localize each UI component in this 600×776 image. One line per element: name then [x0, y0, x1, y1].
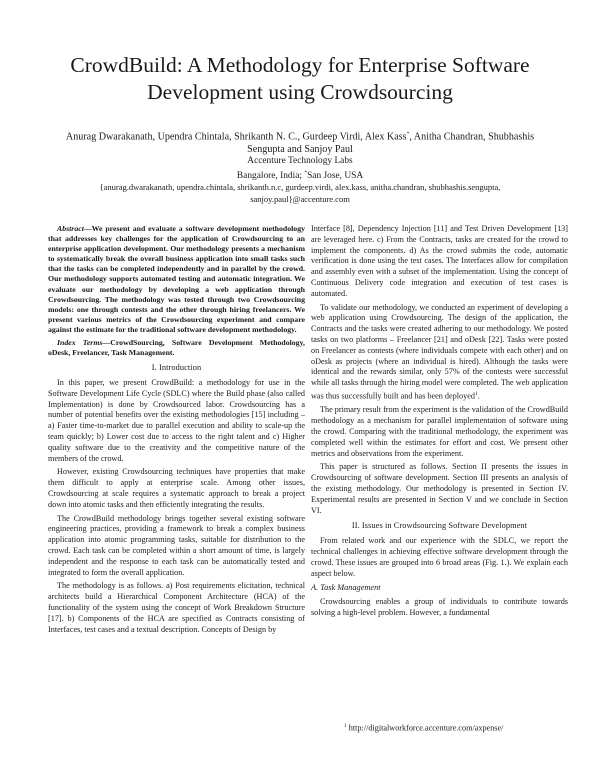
- authors-marker: *: [406, 131, 410, 137]
- right-paragraph-2-text: To validate our methodology, we conducted an experiment of developing a web application using Crowdsourcing. The design of the application, the Contracts and the tasks were created adhering to our methodology. We posted tasks on two platforms – Freelancer [21] and oDesk [22]. Tasks were posted on Freelancer as contests (where individuals compete with each other) and on oDesk as projects (where an individual is hired). Although the tasks were identical and the rewards similar, only 57% of the contests were successful while all tasks through the hiring model were completed. The web application was thus successfully built and has been deployed: [311, 302, 568, 401]
- index-text: CrowdSourcing, Software Development Methodology, oDesk, Freelancer, Task Management.: [48, 338, 305, 358]
- paper-title: CrowdBuild: A Methodology for Enterprise Software Development using Crowdsourcing: [70, 53, 530, 104]
- subsection-heading-task-management: A. Task Management: [311, 583, 381, 593]
- intro-paragraph-4: The methodology is as follows. a) Post requirements elicitation, technical architects build a Hierarchical Component Architecture (HCA) of the functionality of the system using the concept of Work Breakdown Structure [17]. b) Components of the HCA are specified as Contracts consisting of Interfaces, test cases and a textual description. Concepts of Design by: [48, 581, 305, 634]
- section-heading-issues: II. Issues in Crowdsourcing Software Development: [351, 521, 528, 531]
- location-marker: *: [304, 169, 308, 176]
- emails-line-2: sanjoy.paul}@accenture.com: [250, 193, 350, 204]
- right-paragraph-5: From related work and our experience with the SDLC, we report the technical challenges in achieving effective software development through the crowd. These issues are grouped into 6 broad areas (Fig. 1.). We explain each aspect below.: [311, 536, 568, 578]
- right-paragraph-2-end: .: [477, 391, 480, 401]
- location: Bangalore, India;: [236, 170, 305, 181]
- index-lead: Index Terms—: [57, 338, 111, 348]
- organization: Accenture Technology Labs: [247, 156, 353, 166]
- intro-paragraph-2: However, existing Crowdsourcing techniques have properties that make them difficult to apply at enterprise scale. Among other issues, Crowdsourcing at scale requires a systematic approach to break a project down into atomic tasks and then efficiently integrating the results.: [48, 467, 305, 509]
- right-column: [311, 224, 568, 622]
- author-list: [20, 128, 580, 156]
- abstract-lead: Abstract—: [57, 224, 92, 233]
- intro-paragraph-1: In this paper, we present CrowdBuild: a methodology for use in the Software Development Life Cycle (SDLC) where the Build phase (also called Implementation) is done by Crowdsourced labor. Crowdsourcing has a number of potential benefits over the existing methodologies [15] including – a) Faster time-to-market due to parallel execution and ability to scale-up the team quickly; b) Lower cost due to access to the right talent and c) Higher quality software due to the creativity and the competitive nature of the members of the crowd.: [48, 378, 305, 463]
- section-heading-introduction: I. Introduction: [151, 363, 202, 373]
- right-paragraph-3: The primary result from the experiment is the validation of the CrowdBuild methodology as a mechanism for parallel implementation of software using the crowd. Comparing with the traditional methodology, the experiment was completed well within the estimates for effort and cost. We present other metrics and observations from the experiment.: [311, 405, 568, 458]
- intro-paragraph-3: The CrowdBuild methodology brings together several existing software engineering practices, providing a framework to break a complex business application into atomic programming tasks, suitable for distribution to the crowd. Each task can be completed within a short amount of time, is largely independent and the response to each task can be automatically tested and integrated to form the overall application.: [48, 513, 305, 577]
- emails-line-1: {anurag.dwarakanath, upendra.chintala, shrikanth.n.c, gurdeep.virdi, alex.kass, anitha.chandran, shubhashis.sengupta,: [99, 182, 501, 193]
- authors-line-2: Sengupta and Sanjoy Paul: [247, 144, 353, 156]
- abstract: [48, 224, 305, 335]
- authors-line-1-tail: , Anitha Chandran, Shubhashis: [409, 131, 535, 143]
- right-paragraph-2: [311, 303, 568, 403]
- right-paragraph-1: Interface [8], Dependency Injection [11] and Test Driven Development [13] are leveraged here. c) From the Contracts, tasks are created for the crowd to implement the components. d) As the crowd submits the code, automatic verification is done using the test cases. The Interfaces allow for compilation and assembly even with a subset of the implementation. Using the concept of Continuous Delivery code integration and execution of test cases is automated.: [311, 224, 568, 298]
- authors-line-1: Anurag Dwarakanath, Upendra Chintala, Shrikanth N. C., Gurdeep Virdi, Alex Kass: [65, 131, 407, 143]
- right-paragraph-6: Crowdsourcing enables a group of individuals to contribute towards solving a high-level problem. However, a fundamental: [311, 597, 568, 618]
- abstract-text: We present and evaluate a software development methodology that addresses key challenges for the application of Crowdsourcing to an enterprise application development. Our methodology presents a mechanism to systematically break the overall business application into small tasks such that the tasks can be completed independently and in parallel by the crowd. Our methodology supports automated testing and automatic integration. We evaluate our methodology by developing a web application through Crowdsourcing. The methodology was tested through two Crowdsourcing models: one through contests and the other through hiring freelancers. We present various metrics of the Crowdsourcing experiment and compare against the estimate for the traditional software development methodology.: [48, 224, 305, 334]
- footnote: [344, 723, 503, 733]
- right-paragraph-4: This paper is structured as follows. Section II presents the issues in Crowdsourcing of software development. Section III presents an analysis of the existing methodology. Our methodology is presented in Section IV. Experimental results are presented in Section V and we conclude in Section VI.: [311, 462, 568, 515]
- footnote-marker: 1: [474, 390, 478, 397]
- left-column: [48, 224, 305, 638]
- affiliation: [20, 156, 580, 205]
- footnote-number: 1: [344, 723, 347, 729]
- location-tail: San Jose, USA: [307, 170, 364, 181]
- footnote-url: http://digitalworkforce.accenture.com/axpense/: [346, 723, 504, 733]
- index-terms: [48, 338, 305, 358]
